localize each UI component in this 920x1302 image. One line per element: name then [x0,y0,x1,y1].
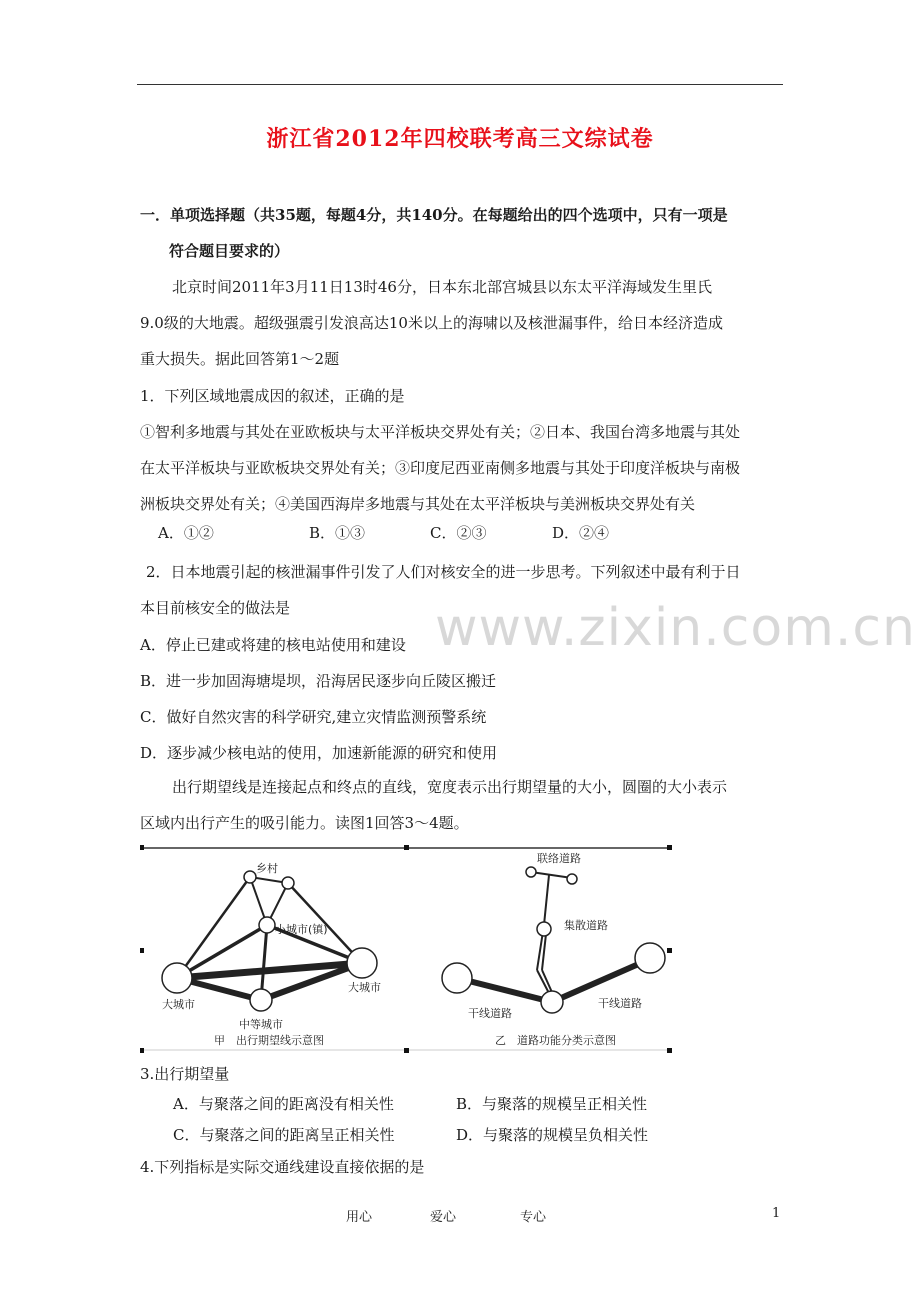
intro2-line: 区域内出行产生的吸引能力。读图1回答3～4题。 [140,814,469,832]
label-link-road: 联络道路 [537,852,581,865]
label-arterial-left: 干线道路 [468,1007,512,1020]
label-arterial-right: 干线道路 [598,997,642,1010]
q2-option-a: A．停止已建或将建的核电站使用和建设 [140,636,406,654]
label-collector-road: 集散道路 [564,919,608,932]
intro-paragraph-line: 9.0级的大地震。超级强震引发浪高达10米以上的海啸以及核泄漏事件，给日本经济造成 [140,314,723,332]
section-heading: 一．单项选择题（共35题，每题4分，共140分。在每题给出的四个选项中，只有一项是 [140,206,728,224]
figure-1 [140,845,680,1055]
page-title: 浙江省2012年四校联考高三文综试卷 [266,126,654,152]
q1-option-b: B．①③ [309,524,366,542]
question-4-stem: 4.下列指标是实际交通线建设直接依据的是 [140,1158,425,1176]
label-village: 乡村 [256,862,278,875]
q2-option-c: C．做好自然灾害的科学研究,建立灾情监测预警系统 [140,708,487,726]
watermark-text: www.zixin.com.cn [435,598,916,658]
q2-option-d: D．逐步减少核电站的使用，加速新能源的研究和使用 [140,744,498,762]
label-big-city-right: 大城市 [348,981,381,994]
header-rule [137,84,783,85]
footer-item: 爱心 [430,1210,457,1225]
expectation-lines [177,877,362,1000]
road-nodes [442,867,665,1013]
q1-option-a: A．①② [158,524,214,542]
q1-option-d: D．②④ [552,524,610,542]
label-big-city-left: 大城市 [162,998,195,1011]
question-2-stem: 2．日本地震引起的核泄漏事件引发了人们对核安全的进一步思考。下列叙述中最有利于日 [146,563,741,581]
q3-option-c: C．与聚落之间的距离呈正相关性 [173,1126,395,1144]
question-3-stem: 3.出行期望量 [140,1065,230,1083]
figure-1-drawing [140,845,680,1055]
settlement-circles [162,871,377,1011]
intro2-line: 出行期望线是连接起点和终点的直线，宽度表示出行期望量的大小，圆圈的大小表示 [172,778,728,796]
label-medium-city: 中等城市 [239,1018,283,1031]
question-1-body: 洲板块交界处有关；④美国西海岸多地震与其处在太平洋板块与美洲板块交界处有关 [140,495,696,513]
q1-option-c: C．②③ [430,524,487,542]
q2-option-b: B．进一步加固海塘堤坝，沿海居民逐步向丘陵区搬迁 [140,672,497,690]
q3-option-b: B．与聚落的规模呈正相关性 [456,1095,648,1113]
caption-right: 乙 道路功能分类示意图 [495,1034,616,1047]
q3-option-d: D．与聚落的规模呈负相关性 [456,1126,649,1144]
caption-left: 甲 出行期望线示意图 [214,1034,324,1047]
question-1-body: ①智利多地震与其处在亚欧板块与太平洋板块交界处有关；②日本、我国台湾多地震与其处 [140,423,741,441]
page-number: 1 [772,1206,781,1221]
question-1-body: 在太平洋板块与亚欧板块交界处有关；③印度尼西亚南侧多地震与其处于印度洋板块与南极 [140,459,741,477]
section-heading-cont: 符合题目要求的） [169,242,290,260]
question-2-stem: 本目前核安全的做法是 [140,599,291,617]
road-lines [457,872,650,1002]
label-small-city: 小城市(镇) [275,923,328,936]
intro-paragraph-line: 重大损失。据此回答第1～2题 [140,350,340,368]
q3-option-a: A．与聚落之间的距离没有相关性 [173,1095,394,1113]
footer-item: 用心 [346,1210,373,1225]
footer-item: 专心 [520,1210,547,1225]
intro-paragraph-line: 北京时间2011年3月11日13时46分，日本东北部宫城县以东太平洋海域发生里氏 [172,278,712,296]
question-1-stem: 1．下列区域地震成因的叙述，正确的是 [140,387,405,405]
